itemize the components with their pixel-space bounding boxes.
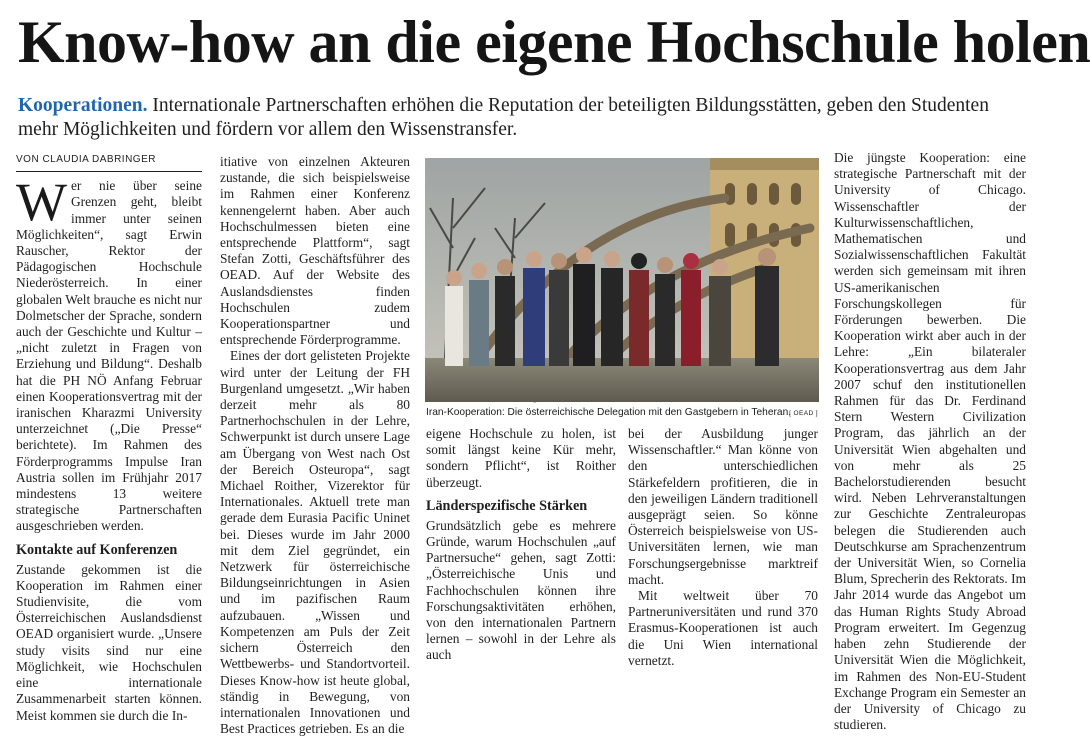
paragraph <box>16 172 202 534</box>
drop-cap: W <box>16 172 67 233</box>
caption-text: Iran-Kooperation: Die österreichische Delegation mit den Gastgebern in Teheran. <box>426 407 792 418</box>
paragraph: eigene Hochschule zu holen, ist somit längst keine Kür mehr, sondern Pflicht“, ist Roither überzeugt. <box>426 426 616 490</box>
photo-caption <box>426 406 818 419</box>
deck-lead: Kooperationen. <box>18 95 148 116</box>
subheading: Kontakte auf Konferenzen <box>16 541 178 558</box>
deck-text: Internationale Partnerschaften erhöhen die Reputation der beteiligten Bildungsstätten, geben den Studenten mehr Möglichkeiten und fördern vor allem den Wissenstransfer. <box>18 95 989 140</box>
article-column-2 <box>220 154 410 737</box>
paragraph: Eines der dort gelisteten Projekte wird unter der Leitung der FH Burgenland umgesetzt. „Wir haben derzeit mehr als 80 Partnerhochschulen in der Lehre, Schwerpunkt ist durch unsere Lage am Übergang von West nach Ost der Bereich Osteuropa“, sagt Michael Roither, Vizerektor für Internationales. Aktuell trete man gerade dem Eurasia Pacific Uninet bei. Dieses wurde im Jahr 2000 mit dem Ziel gegründet, ein Netzwerk für österreichische Bildungseinrichtungen in Asien und im pazifischen Raum aufzubauen. „Wissen und Kompetenzen am Puls der Zeit sichern Österreich den Wettbewerbs- und Standortvorteil. Dieses Know-how ist heute global, ständig in Bewegung, von internationalen Innovationen und Best Practices getrieben. Es an die <box>220 348 410 737</box>
article-column-1 <box>16 152 202 724</box>
article-column-3 <box>426 426 616 664</box>
paragraph: Mit weltweit über 70 Partneruniversitäten und rund 370 Erasmus-Kooperationen ist auch die Uni Wien international vernetzt. <box>628 588 818 668</box>
article-photo <box>425 158 819 402</box>
paragraph: bei der Ausbildung junger Wissenschaftler.“ Man könne von den unterschiedlichen Stärkefeldern profitieren, die in den jeweiligen Ländern traditionell ausgeprägt seien. So könne Österreich beispielsweise von US-Universitäten lernen, wie man Forschungsergebnisse marktreif macht. <box>628 426 818 587</box>
paragraph: Zustande gekommen ist die Kooperation im Rahmen einer Studienvisite, die vom Österreichischen Auslandsdienst OEAD organisiert wurde. „Unsere study visits sind nur eine Möglichkeit, wie Hochschulen eine internationale Zusammenarbeit starten können. Meist kommen sie durch die In- <box>16 561 202 723</box>
article-deck <box>18 94 1028 142</box>
group-photo-illustration <box>425 158 819 402</box>
article-column-4 <box>628 426 818 669</box>
paragraph: Grundsätzlich gebe es mehrere Gründe, warum Hochschulen „auf Partnersuche“ gehen, sagt Zotti: „Österreichische Unis und Fachhochschulen können ihre Forschungsaktivitäten erhöhen, von den internationalen Partnern lernen – sowohl in der Lehre als auch <box>426 517 616 663</box>
subheading: Länderspezifische Stärken <box>426 497 588 514</box>
photo-credit: [ OEAD ] <box>789 410 818 417</box>
paragraph-text: er nie über seine Grenzen geht, bleibt immer unter seinen Möglichkeiten“, sagt Erwin Rauscher, Rektor der Pädagogischen Hochschule Niederösterreich. In einer globalen Welt brauche es nicht nur Dolmetscher der Sprache, sondern auch der Geschichte und Kultur – „nicht zuletzt in Fragen von Erziehung und Bildung“. Deshalb hat die PH NÖ Anfang Februar einen Kooperationsvertrag mit der iranischen Kharazmi University unterzeichnet („Die Presse“ berichtete). Im Rahmen des Förderprogramms Impulse Iran Austria sollen im Frühjahr 2017 mindestens 13 weitere strategische Partnerschaften ausgeschrieben werden. <box>16 178 202 534</box>
paragraph: Die jüngste Kooperation: eine strategische Partnerschaft mit der University of Chicago. Wissenschaftler der Kulturwissenschaftlichen, Mathematischen und Sozialwissenschaftlichen Fakultät werden sich gemeinsam mit ihren US-amerikanischen Forschungskollegen für Förderungen bewerben. Die Kooperation wirkt aber auch in der Lehre: „Ein bilateraler Kooperationsvertrag aus dem Jahr 2007 schuf den institutionellen Rahmen für das Dr. Ferdinand Stern Western Civilization Program, das jährlich an der Universität Wien abgehalten und von mehr als 25 Bachelorstudierenden besucht wird. Neben Lehrveranstaltungen zur Geschichte Zentraleuropas belegen die Studierenden auch Deutschkurse am Sprachenzentrum der Universität Wien, so Cornelia Blum, Sprecherin des Rektorats. Im Jahr 2014 wurde das Angebot um das Human Rights Study Abroad Program erweitert. Im Gegenzug haben zehn Studierende der Universität Wien die Möglichkeit, im Rahmen des Non-EU-Student Exchange Program ein Semester an der University of Chicago zu studieren. <box>834 150 1026 733</box>
article-column-5 <box>834 150 1026 733</box>
headline: Know-how an die eigene Hochschule holen <box>18 9 1090 75</box>
byline: VON CLAUDIA DABRINGER <box>16 152 202 172</box>
paragraph: itiative von einzelnen Akteuren zustande, die sich beispielsweise im Rahmen einer Konferenz kennengelernt haben. Aber auch Hochschulmessen bieten eine entsprechende Plattform“, sagt Stefan Zotti, Geschäftsführer des OEAD. Auf der Website des Auslandsdienstes finden Hochschulen zudem Kooperationspartner und entsprechende Förderprogramme. <box>220 154 410 348</box>
